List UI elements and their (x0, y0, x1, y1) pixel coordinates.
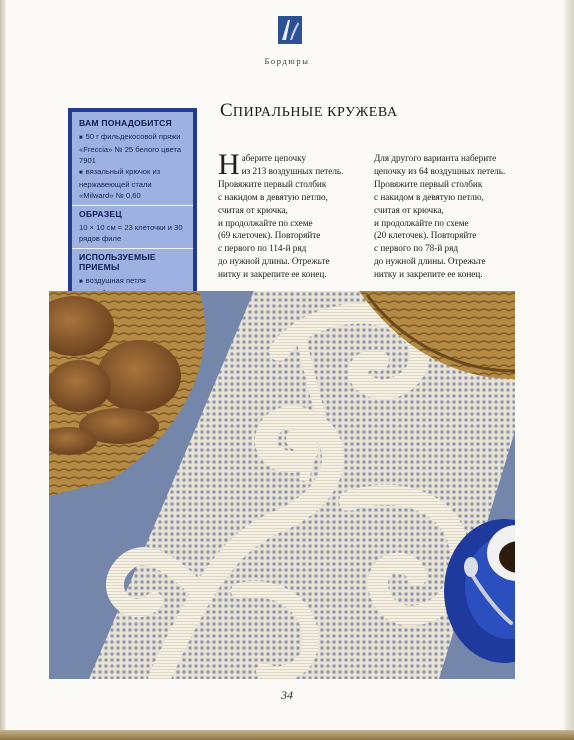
bullet-icon: ■ (79, 135, 83, 141)
divider (72, 248, 193, 249)
section-label: Бордюры (264, 56, 310, 66)
lace-photo (49, 291, 515, 679)
instructions-column-left (218, 148, 368, 281)
technique-item (79, 275, 186, 288)
gauge-text: 10 × 10 см = 23 клеточки и 30 рядов филе (79, 223, 183, 243)
divider (72, 205, 193, 206)
technique-item-text: воздушная петля (85, 276, 146, 285)
page-edge-right (564, 0, 574, 740)
bullet-icon: ■ (79, 170, 83, 176)
materials-item-text: 50 г фильдекосовой пряжи «Freccia» № 25 белого цвета 7901 (79, 132, 182, 165)
materials-item-text: вязальный крючок из нержавеющей стали «Milward» № 0,60 (79, 167, 161, 200)
article-title (220, 100, 398, 122)
bullet-icon: ■ (79, 279, 83, 285)
materials-item (79, 166, 186, 201)
title-rest: ПИРАЛЬНЫЕ КРУЖЕВА (232, 105, 398, 120)
drop-cap: Н (218, 148, 240, 181)
instructions-column-right (374, 152, 524, 281)
instructions-right-text: Для другого варианта наберите цепочку из 64 воздушных петель. Провяжите первый столбик с накидом в девятую петлю, считая от крючка, и продолжайте по схеме (20 клеточек). Повторяйте с первого по 78-й ряд до нужной длины. Отрежьте нитку и закрепите ее конец. (374, 153, 506, 280)
page-bottom-edge (0, 730, 574, 740)
title-first-letter: С (220, 100, 233, 121)
materials-heading: ВАМ ПОНАДОБИТСЯ (79, 118, 172, 128)
publisher-logo-icon (278, 16, 302, 44)
instructions-left-text: аберите цепочку из 213 воздушных петель. Провяжите первый столбик с накидом в девятую петлю, считая от крючка, и продолжайте по схеме (69 клеточек). Повторяйте с первого по 114-й ряд до нужной длины. Отрежьте нитку и закрепите ее конец. (218, 153, 344, 280)
techniques-heading: ИСПОЛЬЗУЕМЫЕ ПРИЕМЫ (79, 252, 156, 272)
page-number: 34 (281, 688, 293, 702)
page-edge-left (0, 0, 6, 740)
materials-item (79, 131, 186, 166)
gauge-heading: ОБРАЗЕЦ (79, 209, 122, 219)
